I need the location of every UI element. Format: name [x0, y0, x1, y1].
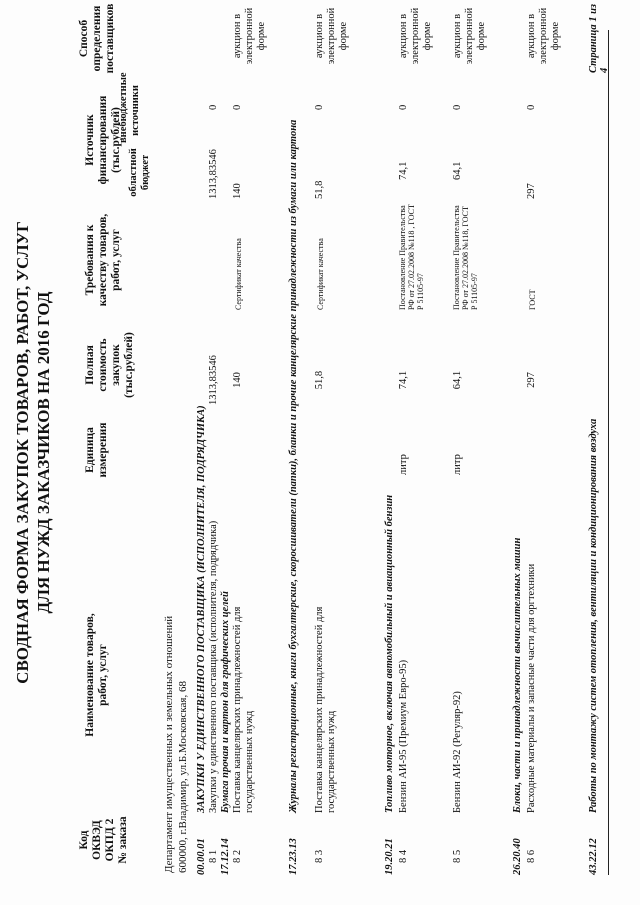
- item-budget: 140: [232, 183, 243, 199]
- item-requirements: Постановление Правительства РФ от 27.02.2008 №118, ГОСТ Р 51105-97: [452, 205, 479, 310]
- header-code: [78, 805, 130, 875]
- order-number: 8 5: [452, 849, 463, 863]
- item-name: Поставка канцелярских принадлежностей для государственных нужд: [314, 606, 337, 813]
- header-cost-line: закупок: [110, 344, 122, 386]
- item-budget: 297: [526, 183, 537, 199]
- title-line-1: СВОДНАЯ ФОРМА ЗАКУПОК ТОВАРОВ, РАБОТ, УСЛУГ: [13, 221, 32, 684]
- header-fin-regional: [128, 145, 152, 200]
- section-code: 19.20.21: [384, 838, 395, 875]
- item-requirements: Постановление Правительства РФ от 27.02.2008 №118 , ГОСТ Р 51105-97: [398, 204, 425, 310]
- item-requirements: ГОСТ: [528, 289, 537, 310]
- item-cost: 297: [526, 372, 537, 388]
- item-extrabudget: 0: [398, 104, 409, 110]
- header-method-line: поставщиков: [104, 3, 116, 74]
- section-code: 17.23.13: [288, 838, 299, 875]
- organization-block: [162, 616, 190, 873]
- section-title: Бумага прочая и картон для графических целей: [220, 591, 231, 813]
- item-budget: 1313,83546: [208, 149, 219, 199]
- item-method: аукцион в электронной форме: [398, 7, 433, 65]
- item-cost: 140: [232, 372, 243, 388]
- title-line-2: ДЛЯ НУЖД ЗАКАЗЧИКОВ НА 2016 ГОД: [34, 291, 53, 614]
- item-extrabudget: 0: [232, 104, 243, 110]
- header-name-line: работ, услуг: [97, 644, 109, 706]
- item-extrabudget: 0: [314, 104, 325, 110]
- item-unit: литр: [452, 454, 463, 475]
- order-number: 8 4: [398, 849, 409, 863]
- header-cost-line: (тыс.рублей): [123, 332, 135, 398]
- section-title: Работы по монтажу систем отопления, вентиляции и кондиционирования воздуха: [588, 418, 599, 813]
- header-unit-line: Единица: [84, 427, 96, 473]
- item-name: Бензин АИ-95 (Премиум Евро-95): [398, 659, 409, 813]
- item-extrabudget: 0: [208, 104, 219, 110]
- section-code: 00.00.01: [196, 838, 207, 875]
- section-title: Журналы регистрационные, книги бухгалтерские, скоросшиватели (папки), бланки и прочие канцелярские принадлежности из бумаги или картона: [288, 119, 299, 813]
- header-req-line: Требования к: [84, 224, 96, 296]
- organization-name: Департамент имущественных и земельных отношений: [163, 615, 175, 873]
- header-fin-line: (тыс.рублей): [110, 107, 122, 173]
- header-fin-sub-line: источники: [130, 85, 141, 136]
- header-fin-sub-line: бюджет: [140, 154, 151, 191]
- order-number: 8 3: [314, 849, 325, 863]
- item-budget: 64,1: [452, 161, 463, 180]
- bottom-rule: [608, 30, 609, 875]
- item-name: Закупки у единственного поставщика (исполнителя, подрядчика): [208, 520, 219, 813]
- order-number: 8 6: [526, 849, 537, 863]
- item-requirements: Сертификат качества: [316, 238, 325, 310]
- item-method: аукцион в электронной форме: [452, 7, 487, 65]
- item-budget: 51,8: [314, 180, 325, 199]
- header-code-line: ОКВЭД: [91, 820, 103, 860]
- item-budget: 74,1: [398, 161, 409, 180]
- document-title: [12, 0, 54, 905]
- item-method: аукцион в электронной форме: [232, 7, 267, 65]
- header-method-line: Способ: [78, 19, 90, 58]
- item-cost: 74,1: [398, 370, 409, 390]
- header-fin-line: финансирования: [97, 95, 109, 185]
- item-cost: 51,8: [314, 370, 325, 390]
- header-cost-line: стоимость: [97, 338, 109, 392]
- item-extrabudget: 0: [526, 104, 537, 110]
- item-requirements: Сертификат качества: [234, 238, 243, 310]
- header-fin-sub-line: областной: [128, 148, 139, 197]
- header-fin-sub-line: внебюджетные: [118, 72, 129, 143]
- header-code-line: ОКПД 2: [104, 818, 116, 862]
- header-requirements: [84, 205, 123, 315]
- header-method-line: определения: [91, 5, 103, 72]
- item-method: аукцион в электронной форме: [526, 7, 561, 65]
- section-title: ЗАКУПКИ У ЕДИНСТВЕННОГО ПОСТАВЩИКА (ИСПОЛНИТЕЛЯ, ПОДРЯДЧИКА): [196, 405, 207, 813]
- section-code: 43.22.12: [588, 838, 599, 875]
- item-name: Бензин АИ-92 (Регуляр-92): [452, 691, 463, 813]
- item-method: аукцион в электронной форме: [314, 7, 349, 65]
- header-unit-line: измерения: [97, 422, 109, 478]
- header-req-line: работ, услуг: [110, 229, 122, 291]
- order-number: 8 1: [208, 849, 219, 863]
- section-code: 26.20.40: [512, 838, 523, 875]
- section-title: Блоки, части и принадлежности вычислительных машин: [512, 537, 523, 813]
- item-name: Поставка канцелярских принадлежностей для государственных нужд: [232, 606, 255, 813]
- organization-address: 600000, г.Владимир, ул.Б.Московская, 68: [177, 681, 189, 873]
- item-cost: 1313,83546: [208, 355, 219, 405]
- header-code-line: Код: [78, 830, 90, 850]
- section-code: 17.12.14: [220, 838, 231, 875]
- header-name-line: Наименование товаров,: [84, 613, 96, 737]
- item-extrabudget: 0: [452, 104, 463, 110]
- header-code-line: № заказа: [117, 816, 129, 864]
- item-cost: 64,1: [452, 370, 463, 390]
- page-footer: Страница 1 из 4: [588, 3, 610, 73]
- item-unit: литр: [398, 454, 409, 475]
- header-method: [78, 0, 117, 77]
- header-req-line: качеству товаров,: [97, 213, 109, 307]
- header-fin-extrabudget: [118, 72, 142, 143]
- order-number: 8 2: [232, 849, 243, 863]
- header-name: [84, 545, 110, 805]
- header-cost-line: Полная: [84, 345, 96, 385]
- section-title: Топливо моторное, включая автомобильный и авиационный бензин: [384, 494, 395, 813]
- header-fin-line: Источник: [84, 114, 96, 166]
- header-cost: [84, 325, 136, 405]
- item-name: Расходные материалы и запасные части для оргтехники: [526, 563, 537, 813]
- header-unit: [84, 415, 110, 485]
